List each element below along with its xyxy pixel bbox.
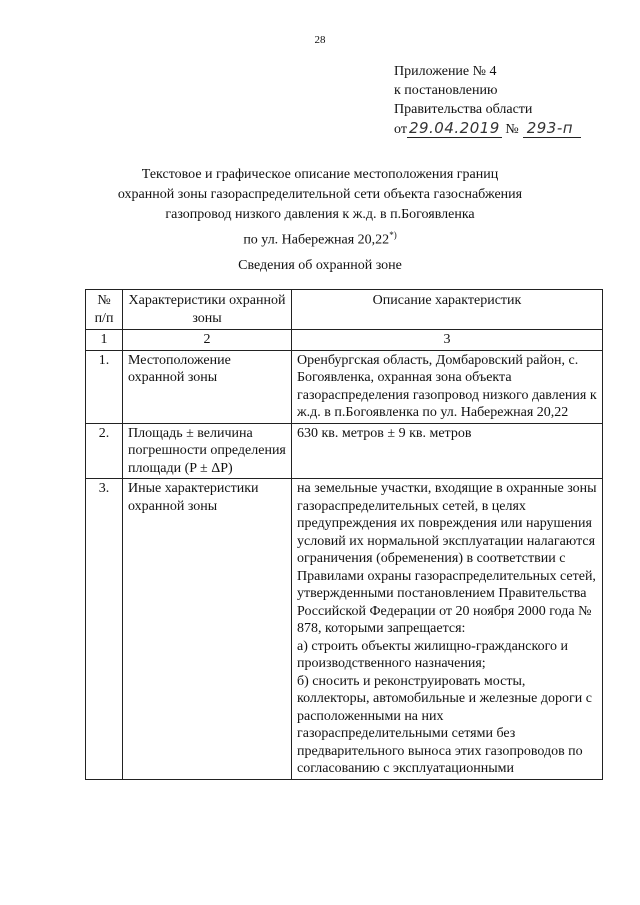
row-number: 1. — [86, 350, 123, 423]
appendix-line-3: Правительства области — [394, 102, 533, 117]
row-description: на земельные участки, входящие в охранные зоны газораспределительных сетей, в целях предупреждения их повреждения или нарушения условий их нормальной эксплуатации налагаются ограничения (обременения) в соответствии с Правилами охраны газораспределительных сетей, утвержденными постановлением Правительства Российской Федерации от 20 ноября 2000 года № 878, которыми запрещается: — [297, 481, 597, 636]
row-description: 630 кв. метров ± 9 кв. метров — [292, 423, 603, 479]
row-characteristic: Иные характеристики охранной зоны — [123, 479, 292, 780]
table-row — [86, 423, 603, 479]
from-prefix: от — [394, 122, 407, 137]
page-number: 28 — [314, 34, 326, 46]
row-description: Оренбургская область, Домбаровский район, с. Богоявленка, охранная зона объекта газораспределения газопровод низкого давления к ж.д. в п.Богоявленка по ул. Набережная 20,22 — [292, 350, 603, 423]
row-number: 2. — [86, 423, 123, 479]
numbering-cell: 1 — [86, 330, 123, 351]
row-characteristic: Местоположение охранной зоны — [123, 350, 292, 423]
title-line-2: охранной зоны газораспределительной сети объекта газоснабжения — [117, 187, 523, 202]
title-line-4 — [0, 225, 640, 251]
row-number: 3. — [86, 479, 123, 780]
footnote-mark: *) — [389, 230, 397, 240]
table-numbering-row — [86, 330, 603, 351]
handwritten-date: 29.04.2019 — [408, 119, 500, 137]
appendix-line-4 — [394, 119, 581, 139]
zone-table — [85, 289, 603, 780]
row-description-cell — [292, 479, 603, 780]
row-description-item-a: а) строить объекты жилищно-гражданского и производственного назначения; — [297, 638, 568, 671]
header-characteristic: Характеристики охранной зоны — [123, 290, 292, 330]
numbering-cell: 3 — [292, 330, 603, 351]
table-row — [86, 350, 603, 423]
document-title — [0, 165, 640, 251]
appendix-line-1: Приложение № 4 — [394, 64, 497, 79]
appendix-block — [394, 62, 581, 139]
section-subtitle: Сведения об охранной зоне — [238, 258, 402, 273]
title-line-4-text: по ул. Набережная 20,22 — [243, 232, 390, 248]
number-sign: № — [505, 122, 519, 137]
handwritten-number: 293-п — [523, 119, 581, 138]
numbering-cell: 2 — [123, 330, 292, 351]
header-description: Описание характеристик — [292, 290, 603, 330]
table-header-row — [86, 290, 603, 330]
row-description-item-b: б) сносить и реконструировать мосты, коллекторы, автомобильные и железные дороги с расположенными на них газораспределительными сетями без предварительного выноса этих газопроводов по согласованию с эксплуатационными — [297, 673, 592, 776]
title-line-1: Текстовое и графическое описание местоположения границ — [141, 167, 499, 182]
header-number: № п/п — [86, 290, 123, 330]
title-line-3: газопровод низкого давления к ж.д. в п.Богоявленка — [165, 207, 475, 222]
table-row — [86, 479, 603, 780]
row-characteristic: Площадь ± величина погрешности определения площади (P ± ΔP) — [123, 423, 292, 479]
appendix-line-2: к постановлению — [394, 83, 498, 98]
